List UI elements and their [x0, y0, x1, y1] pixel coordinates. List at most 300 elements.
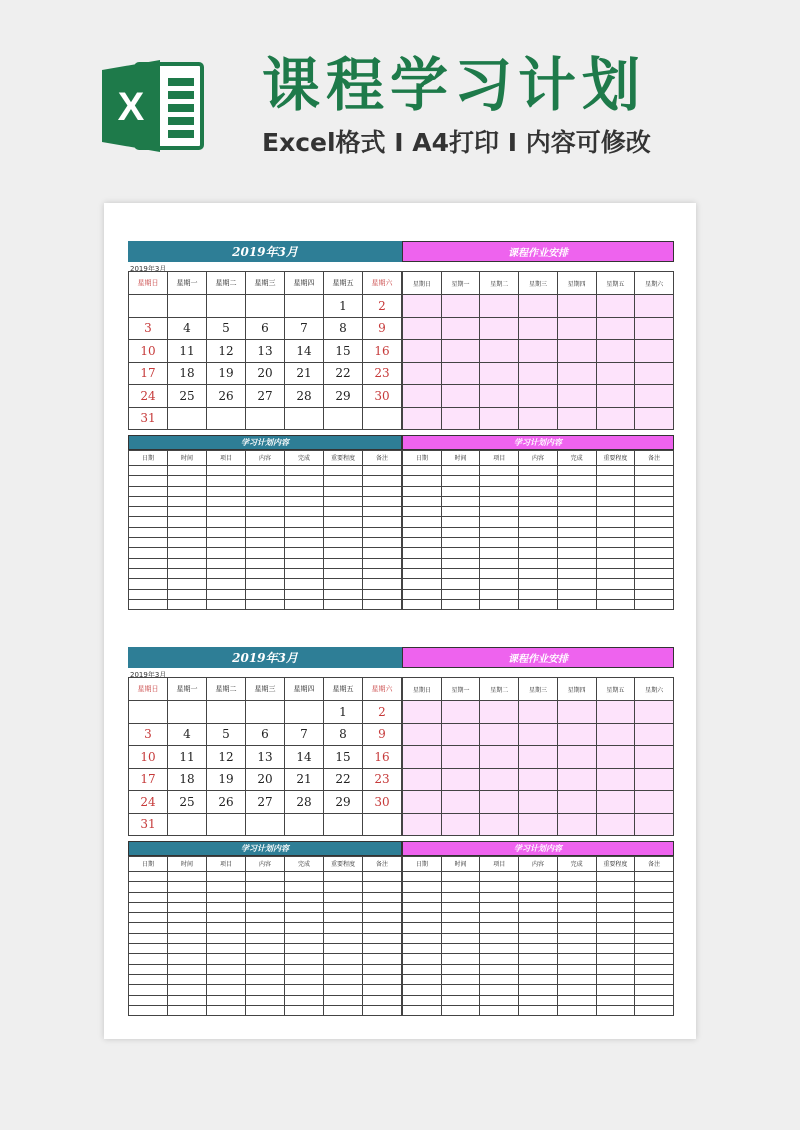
- plan-cell[interactable]: [519, 913, 558, 923]
- homework-cell[interactable]: [480, 295, 519, 318]
- homework-cell[interactable]: [403, 813, 442, 836]
- plan-cell[interactable]: [403, 974, 442, 984]
- day-cell[interactable]: 14: [285, 746, 324, 769]
- homework-cell[interactable]: [403, 407, 442, 430]
- homework-cell[interactable]: [403, 768, 442, 791]
- plan-cell[interactable]: [480, 507, 519, 517]
- plan-cell[interactable]: [285, 527, 324, 537]
- plan-cell[interactable]: [363, 995, 402, 1005]
- plan-cell[interactable]: [285, 872, 324, 882]
- plan-cell[interactable]: [168, 985, 207, 995]
- plan-cell[interactable]: [207, 954, 246, 964]
- plan-cell[interactable]: [285, 902, 324, 912]
- homework-cell[interactable]: [519, 768, 558, 791]
- day-cell[interactable]: 30: [363, 791, 402, 814]
- plan-cell[interactable]: [403, 944, 442, 954]
- day-cell[interactable]: 12: [207, 340, 246, 363]
- homework-cell[interactable]: [480, 317, 519, 340]
- plan-cell[interactable]: [324, 517, 363, 527]
- plan-cell[interactable]: [285, 882, 324, 892]
- homework-cell[interactable]: [635, 385, 674, 408]
- plan-cell[interactable]: [557, 954, 596, 964]
- plan-cell[interactable]: [403, 466, 442, 476]
- plan-cell[interactable]: [207, 923, 246, 933]
- plan-cell[interactable]: [441, 589, 480, 599]
- plan-cell[interactable]: [285, 558, 324, 568]
- plan-cell[interactable]: [635, 548, 674, 558]
- plan-cell[interactable]: [441, 892, 480, 902]
- plan-cell[interactable]: [285, 589, 324, 599]
- day-cell[interactable]: [207, 407, 246, 430]
- plan-cell[interactable]: [363, 944, 402, 954]
- plan-cell[interactable]: [441, 548, 480, 558]
- plan-cell[interactable]: [557, 476, 596, 486]
- plan-cell[interactable]: [635, 568, 674, 578]
- plan-cell[interactable]: [207, 538, 246, 548]
- plan-cell[interactable]: [129, 568, 168, 578]
- plan-cell[interactable]: [285, 496, 324, 506]
- plan-cell[interactable]: [324, 933, 363, 943]
- homework-cell[interactable]: [403, 723, 442, 746]
- homework-cell[interactable]: [441, 362, 480, 385]
- plan-cell[interactable]: [129, 913, 168, 923]
- plan-cell[interactable]: [596, 538, 635, 548]
- plan-cell[interactable]: [324, 974, 363, 984]
- plan-cell[interactable]: [635, 974, 674, 984]
- plan-cell[interactable]: [441, 995, 480, 1005]
- day-cell[interactable]: [207, 701, 246, 724]
- day-cell[interactable]: [168, 813, 207, 836]
- plan-cell[interactable]: [168, 944, 207, 954]
- plan-cell[interactable]: [168, 1005, 207, 1015]
- plan-cell[interactable]: [363, 923, 402, 933]
- plan-cell[interactable]: [441, 933, 480, 943]
- day-cell[interactable]: 31: [129, 813, 168, 836]
- plan-cell[interactable]: [480, 496, 519, 506]
- day-cell[interactable]: 1: [324, 701, 363, 724]
- day-cell[interactable]: [285, 407, 324, 430]
- plan-cell[interactable]: [596, 902, 635, 912]
- homework-cell[interactable]: [403, 340, 442, 363]
- plan-cell[interactable]: [635, 589, 674, 599]
- day-cell[interactable]: 23: [363, 362, 402, 385]
- plan-cell[interactable]: [519, 558, 558, 568]
- plan-cell[interactable]: [246, 558, 285, 568]
- plan-cell[interactable]: [207, 548, 246, 558]
- plan-cell[interactable]: [246, 527, 285, 537]
- plan-cell[interactable]: [480, 923, 519, 933]
- plan-cell[interactable]: [596, 589, 635, 599]
- day-cell[interactable]: 30: [363, 385, 402, 408]
- day-cell[interactable]: 1: [324, 295, 363, 318]
- plan-cell[interactable]: [324, 589, 363, 599]
- homework-cell[interactable]: [557, 723, 596, 746]
- plan-cell[interactable]: [441, 527, 480, 537]
- plan-cell[interactable]: [596, 872, 635, 882]
- plan-cell[interactable]: [363, 466, 402, 476]
- plan-cell[interactable]: [207, 527, 246, 537]
- plan-cell[interactable]: [207, 1005, 246, 1015]
- day-cell[interactable]: [285, 813, 324, 836]
- plan-cell[interactable]: [207, 882, 246, 892]
- plan-cell[interactable]: [129, 902, 168, 912]
- day-cell[interactable]: 13: [246, 746, 285, 769]
- plan-cell[interactable]: [285, 892, 324, 902]
- plan-cell[interactable]: [635, 527, 674, 537]
- plan-cell[interactable]: [285, 923, 324, 933]
- plan-cell[interactable]: [246, 496, 285, 506]
- plan-cell[interactable]: [441, 599, 480, 609]
- plan-cell[interactable]: [403, 872, 442, 882]
- plan-cell[interactable]: [324, 466, 363, 476]
- homework-cell[interactable]: [557, 813, 596, 836]
- plan-cell[interactable]: [285, 568, 324, 578]
- homework-cell[interactable]: [557, 746, 596, 769]
- plan-cell[interactable]: [324, 486, 363, 496]
- plan-cell[interactable]: [129, 872, 168, 882]
- homework-cell[interactable]: [403, 746, 442, 769]
- plan-cell[interactable]: [519, 892, 558, 902]
- homework-cell[interactable]: [519, 407, 558, 430]
- homework-cell[interactable]: [519, 385, 558, 408]
- plan-cell[interactable]: [480, 882, 519, 892]
- plan-cell[interactable]: [403, 476, 442, 486]
- plan-cell[interactable]: [403, 538, 442, 548]
- plan-cell[interactable]: [635, 507, 674, 517]
- plan-cell[interactable]: [129, 599, 168, 609]
- homework-cell[interactable]: [635, 340, 674, 363]
- plan-cell[interactable]: [324, 913, 363, 923]
- plan-cell[interactable]: [207, 507, 246, 517]
- plan-cell[interactable]: [285, 954, 324, 964]
- plan-cell[interactable]: [441, 923, 480, 933]
- plan-cell[interactable]: [246, 933, 285, 943]
- plan-cell[interactable]: [246, 995, 285, 1005]
- plan-cell[interactable]: [557, 944, 596, 954]
- day-cell[interactable]: 16: [363, 340, 402, 363]
- homework-cell[interactable]: [519, 701, 558, 724]
- plan-cell[interactable]: [519, 995, 558, 1005]
- plan-cell[interactable]: [403, 548, 442, 558]
- plan-cell[interactable]: [129, 558, 168, 568]
- plan-cell[interactable]: [480, 964, 519, 974]
- plan-cell[interactable]: [324, 954, 363, 964]
- plan-cell[interactable]: [635, 882, 674, 892]
- plan-cell[interactable]: [480, 476, 519, 486]
- plan-cell[interactable]: [557, 507, 596, 517]
- plan-cell[interactable]: [635, 1005, 674, 1015]
- plan-cell[interactable]: [403, 496, 442, 506]
- plan-cell[interactable]: [207, 568, 246, 578]
- day-cell[interactable]: [207, 813, 246, 836]
- plan-cell[interactable]: [246, 538, 285, 548]
- plan-cell[interactable]: [246, 599, 285, 609]
- plan-cell[interactable]: [246, 985, 285, 995]
- homework-cell[interactable]: [441, 723, 480, 746]
- day-cell[interactable]: 5: [207, 317, 246, 340]
- homework-cell[interactable]: [403, 317, 442, 340]
- plan-cell[interactable]: [596, 517, 635, 527]
- plan-cell[interactable]: [403, 517, 442, 527]
- plan-cell[interactable]: [246, 466, 285, 476]
- homework-cell[interactable]: [441, 791, 480, 814]
- day-cell[interactable]: [246, 701, 285, 724]
- day-cell[interactable]: 22: [324, 768, 363, 791]
- plan-cell[interactable]: [519, 944, 558, 954]
- plan-cell[interactable]: [596, 496, 635, 506]
- plan-cell[interactable]: [441, 985, 480, 995]
- plan-cell[interactable]: [207, 913, 246, 923]
- plan-cell[interactable]: [285, 466, 324, 476]
- plan-cell[interactable]: [285, 486, 324, 496]
- homework-cell[interactable]: [557, 317, 596, 340]
- homework-cell[interactable]: [441, 340, 480, 363]
- plan-cell[interactable]: [363, 538, 402, 548]
- day-cell[interactable]: 20: [246, 768, 285, 791]
- plan-cell[interactable]: [324, 579, 363, 589]
- plan-cell[interactable]: [557, 1005, 596, 1015]
- plan-cell[interactable]: [246, 476, 285, 486]
- plan-cell[interactable]: [129, 892, 168, 902]
- homework-cell[interactable]: [557, 407, 596, 430]
- plan-cell[interactable]: [480, 579, 519, 589]
- plan-cell[interactable]: [129, 882, 168, 892]
- plan-cell[interactable]: [324, 527, 363, 537]
- plan-cell[interactable]: [168, 995, 207, 1005]
- homework-cell[interactable]: [441, 385, 480, 408]
- plan-cell[interactable]: [363, 913, 402, 923]
- plan-cell[interactable]: [557, 892, 596, 902]
- plan-cell[interactable]: [403, 933, 442, 943]
- plan-cell[interactable]: [441, 872, 480, 882]
- homework-cell[interactable]: [635, 317, 674, 340]
- plan-cell[interactable]: [480, 538, 519, 548]
- plan-cell[interactable]: [480, 902, 519, 912]
- day-cell[interactable]: 6: [246, 723, 285, 746]
- day-cell[interactable]: 3: [129, 723, 168, 746]
- plan-cell[interactable]: [246, 923, 285, 933]
- homework-cell[interactable]: [635, 723, 674, 746]
- plan-cell[interactable]: [403, 902, 442, 912]
- plan-cell[interactable]: [324, 476, 363, 486]
- plan-cell[interactable]: [596, 985, 635, 995]
- plan-cell[interactable]: [285, 1005, 324, 1015]
- day-cell[interactable]: [168, 295, 207, 318]
- plan-cell[interactable]: [557, 538, 596, 548]
- plan-cell[interactable]: [557, 466, 596, 476]
- day-cell[interactable]: [246, 813, 285, 836]
- plan-cell[interactable]: [168, 527, 207, 537]
- plan-cell[interactable]: [168, 496, 207, 506]
- plan-cell[interactable]: [519, 507, 558, 517]
- plan-cell[interactable]: [246, 882, 285, 892]
- plan-cell[interactable]: [403, 985, 442, 995]
- homework-cell[interactable]: [519, 340, 558, 363]
- plan-cell[interactable]: [441, 944, 480, 954]
- plan-cell[interactable]: [168, 954, 207, 964]
- plan-cell[interactable]: [168, 466, 207, 476]
- homework-cell[interactable]: [557, 385, 596, 408]
- plan-cell[interactable]: [519, 527, 558, 537]
- plan-cell[interactable]: [246, 579, 285, 589]
- day-cell[interactable]: 26: [207, 385, 246, 408]
- day-cell[interactable]: 8: [324, 317, 363, 340]
- plan-cell[interactable]: [480, 985, 519, 995]
- plan-cell[interactable]: [519, 933, 558, 943]
- plan-cell[interactable]: [519, 538, 558, 548]
- plan-cell[interactable]: [596, 995, 635, 1005]
- plan-cell[interactable]: [441, 902, 480, 912]
- plan-cell[interactable]: [324, 496, 363, 506]
- homework-cell[interactable]: [596, 295, 635, 318]
- homework-cell[interactable]: [635, 813, 674, 836]
- day-cell[interactable]: 28: [285, 791, 324, 814]
- plan-cell[interactable]: [519, 486, 558, 496]
- day-cell[interactable]: 27: [246, 385, 285, 408]
- plan-cell[interactable]: [129, 995, 168, 1005]
- homework-cell[interactable]: [557, 340, 596, 363]
- plan-cell[interactable]: [363, 964, 402, 974]
- plan-cell[interactable]: [129, 954, 168, 964]
- plan-cell[interactable]: [324, 985, 363, 995]
- plan-cell[interactable]: [129, 1005, 168, 1015]
- homework-cell[interactable]: [480, 407, 519, 430]
- homework-cell[interactable]: [480, 340, 519, 363]
- plan-cell[interactable]: [129, 579, 168, 589]
- plan-cell[interactable]: [519, 496, 558, 506]
- plan-cell[interactable]: [363, 589, 402, 599]
- plan-cell[interactable]: [480, 486, 519, 496]
- plan-cell[interactable]: [207, 476, 246, 486]
- plan-cell[interactable]: [403, 527, 442, 537]
- plan-cell[interactable]: [207, 902, 246, 912]
- plan-cell[interactable]: [519, 954, 558, 964]
- plan-cell[interactable]: [285, 579, 324, 589]
- homework-cell[interactable]: [519, 791, 558, 814]
- plan-cell[interactable]: [557, 913, 596, 923]
- plan-cell[interactable]: [168, 892, 207, 902]
- plan-cell[interactable]: [324, 548, 363, 558]
- homework-cell[interactable]: [596, 701, 635, 724]
- plan-cell[interactable]: [207, 599, 246, 609]
- plan-cell[interactable]: [403, 558, 442, 568]
- plan-cell[interactable]: [519, 517, 558, 527]
- plan-cell[interactable]: [324, 995, 363, 1005]
- plan-cell[interactable]: [246, 902, 285, 912]
- plan-cell[interactable]: [324, 944, 363, 954]
- plan-cell[interactable]: [285, 964, 324, 974]
- homework-cell[interactable]: [557, 362, 596, 385]
- plan-cell[interactable]: [363, 599, 402, 609]
- plan-cell[interactable]: [207, 892, 246, 902]
- plan-cell[interactable]: [363, 548, 402, 558]
- plan-cell[interactable]: [480, 548, 519, 558]
- day-cell[interactable]: 24: [129, 791, 168, 814]
- plan-cell[interactable]: [168, 579, 207, 589]
- plan-cell[interactable]: [324, 892, 363, 902]
- plan-cell[interactable]: [403, 954, 442, 964]
- plan-cell[interactable]: [596, 892, 635, 902]
- homework-cell[interactable]: [596, 768, 635, 791]
- plan-cell[interactable]: [635, 985, 674, 995]
- plan-cell[interactable]: [168, 548, 207, 558]
- homework-cell[interactable]: [480, 701, 519, 724]
- plan-cell[interactable]: [324, 558, 363, 568]
- plan-cell[interactable]: [168, 558, 207, 568]
- plan-cell[interactable]: [557, 558, 596, 568]
- plan-cell[interactable]: [285, 599, 324, 609]
- plan-cell[interactable]: [403, 1005, 442, 1015]
- plan-cell[interactable]: [207, 995, 246, 1005]
- day-cell[interactable]: 29: [324, 791, 363, 814]
- homework-cell[interactable]: [596, 362, 635, 385]
- plan-cell[interactable]: [129, 589, 168, 599]
- plan-cell[interactable]: [168, 507, 207, 517]
- homework-cell[interactable]: [403, 295, 442, 318]
- plan-cell[interactable]: [285, 974, 324, 984]
- day-cell[interactable]: [363, 813, 402, 836]
- plan-cell[interactable]: [207, 872, 246, 882]
- plan-cell[interactable]: [557, 527, 596, 537]
- day-cell[interactable]: [285, 701, 324, 724]
- plan-cell[interactable]: [363, 872, 402, 882]
- plan-cell[interactable]: [635, 964, 674, 974]
- plan-cell[interactable]: [519, 872, 558, 882]
- day-cell[interactable]: 5: [207, 723, 246, 746]
- plan-cell[interactable]: [441, 913, 480, 923]
- plan-cell[interactable]: [635, 476, 674, 486]
- plan-cell[interactable]: [441, 486, 480, 496]
- plan-cell[interactable]: [441, 579, 480, 589]
- plan-cell[interactable]: [363, 933, 402, 943]
- homework-cell[interactable]: [635, 746, 674, 769]
- plan-cell[interactable]: [246, 589, 285, 599]
- homework-cell[interactable]: [480, 385, 519, 408]
- plan-cell[interactable]: [403, 913, 442, 923]
- day-cell[interactable]: [168, 701, 207, 724]
- homework-cell[interactable]: [596, 723, 635, 746]
- plan-cell[interactable]: [519, 923, 558, 933]
- plan-cell[interactable]: [557, 923, 596, 933]
- plan-cell[interactable]: [519, 568, 558, 578]
- day-cell[interactable]: 22: [324, 362, 363, 385]
- day-cell[interactable]: 29: [324, 385, 363, 408]
- homework-cell[interactable]: [519, 746, 558, 769]
- plan-cell[interactable]: [403, 579, 442, 589]
- plan-cell[interactable]: [168, 476, 207, 486]
- plan-cell[interactable]: [168, 913, 207, 923]
- homework-cell[interactable]: [403, 791, 442, 814]
- day-cell[interactable]: 2: [363, 295, 402, 318]
- plan-cell[interactable]: [519, 985, 558, 995]
- plan-cell[interactable]: [324, 902, 363, 912]
- plan-cell[interactable]: [129, 985, 168, 995]
- plan-cell[interactable]: [285, 538, 324, 548]
- plan-cell[interactable]: [207, 486, 246, 496]
- plan-cell[interactable]: [207, 589, 246, 599]
- plan-cell[interactable]: [596, 527, 635, 537]
- day-cell[interactable]: 2: [363, 701, 402, 724]
- plan-cell[interactable]: [285, 995, 324, 1005]
- homework-cell[interactable]: [441, 295, 480, 318]
- plan-cell[interactable]: [635, 496, 674, 506]
- homework-cell[interactable]: [480, 813, 519, 836]
- plan-cell[interactable]: [168, 902, 207, 912]
- plan-cell[interactable]: [441, 954, 480, 964]
- plan-cell[interactable]: [557, 933, 596, 943]
- plan-cell[interactable]: [596, 507, 635, 517]
- plan-cell[interactable]: [596, 933, 635, 943]
